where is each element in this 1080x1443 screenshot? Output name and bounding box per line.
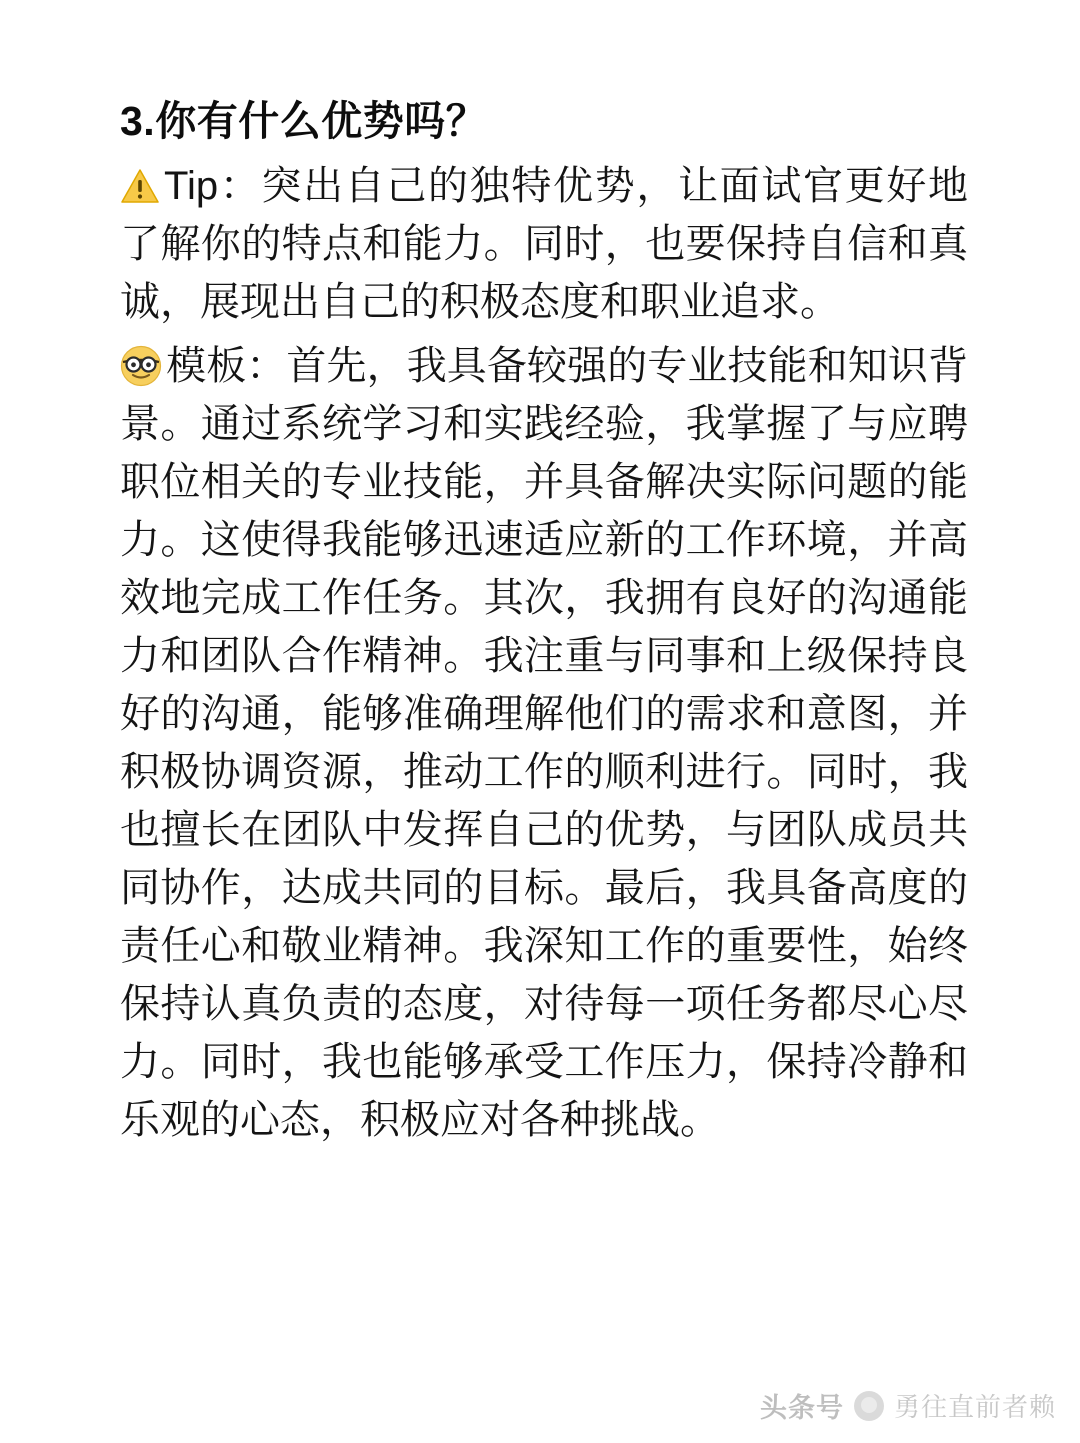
page-title: 3.你有什么优势吗？ bbox=[120, 98, 488, 144]
nerd-face-icon bbox=[120, 345, 162, 387]
tip-label: Tip： bbox=[164, 164, 262, 209]
template-paragraph bbox=[120, 337, 968, 1149]
warning-triangle-icon bbox=[120, 162, 160, 198]
tip-paragraph bbox=[120, 157, 968, 331]
watermark-brand: 头条号 bbox=[759, 1393, 844, 1423]
watermark-username: 勇往直前者赖 bbox=[893, 1392, 1056, 1422]
user-avatar-icon bbox=[854, 1391, 884, 1421]
template-text: 首先，我具备较强的专业技能和知识背景。通过系统学习和实践经验，我掌握了与应聘职位相关的专业技能，并具备解决实际问题的能力。这使得我能够迅速适应新的工作环境，并高效地完成工作任务。其次，我拥有良好的沟通能力和团队合作精神。我注重与同事和上级保持良好的沟通，能够准确理解他们的需求和意图，并积极协调资源，推动工作的顺利进行。同时，我也擅长在团队中发挥自己的优势，与团队成员共同协作，达成共同的目标。最后，我具备高度的责任心和敬业精神。我深知工作的重要性，始终保持认真负责的态度，对待每一项任务都尽心尽力。同时，我也能够承受工作压力，保持冷静和乐观的心态，积极应对各种挑战。 bbox=[120, 344, 969, 1143]
template-label: 模板： bbox=[166, 344, 287, 389]
watermark bbox=[760, 1386, 1056, 1425]
tip-text: 突出自己的独特优势，让面试官更好地了解你的特点和能力。同时，也要保持自信和真诚，展现出自己的积极态度和职业追求。 bbox=[120, 164, 968, 325]
